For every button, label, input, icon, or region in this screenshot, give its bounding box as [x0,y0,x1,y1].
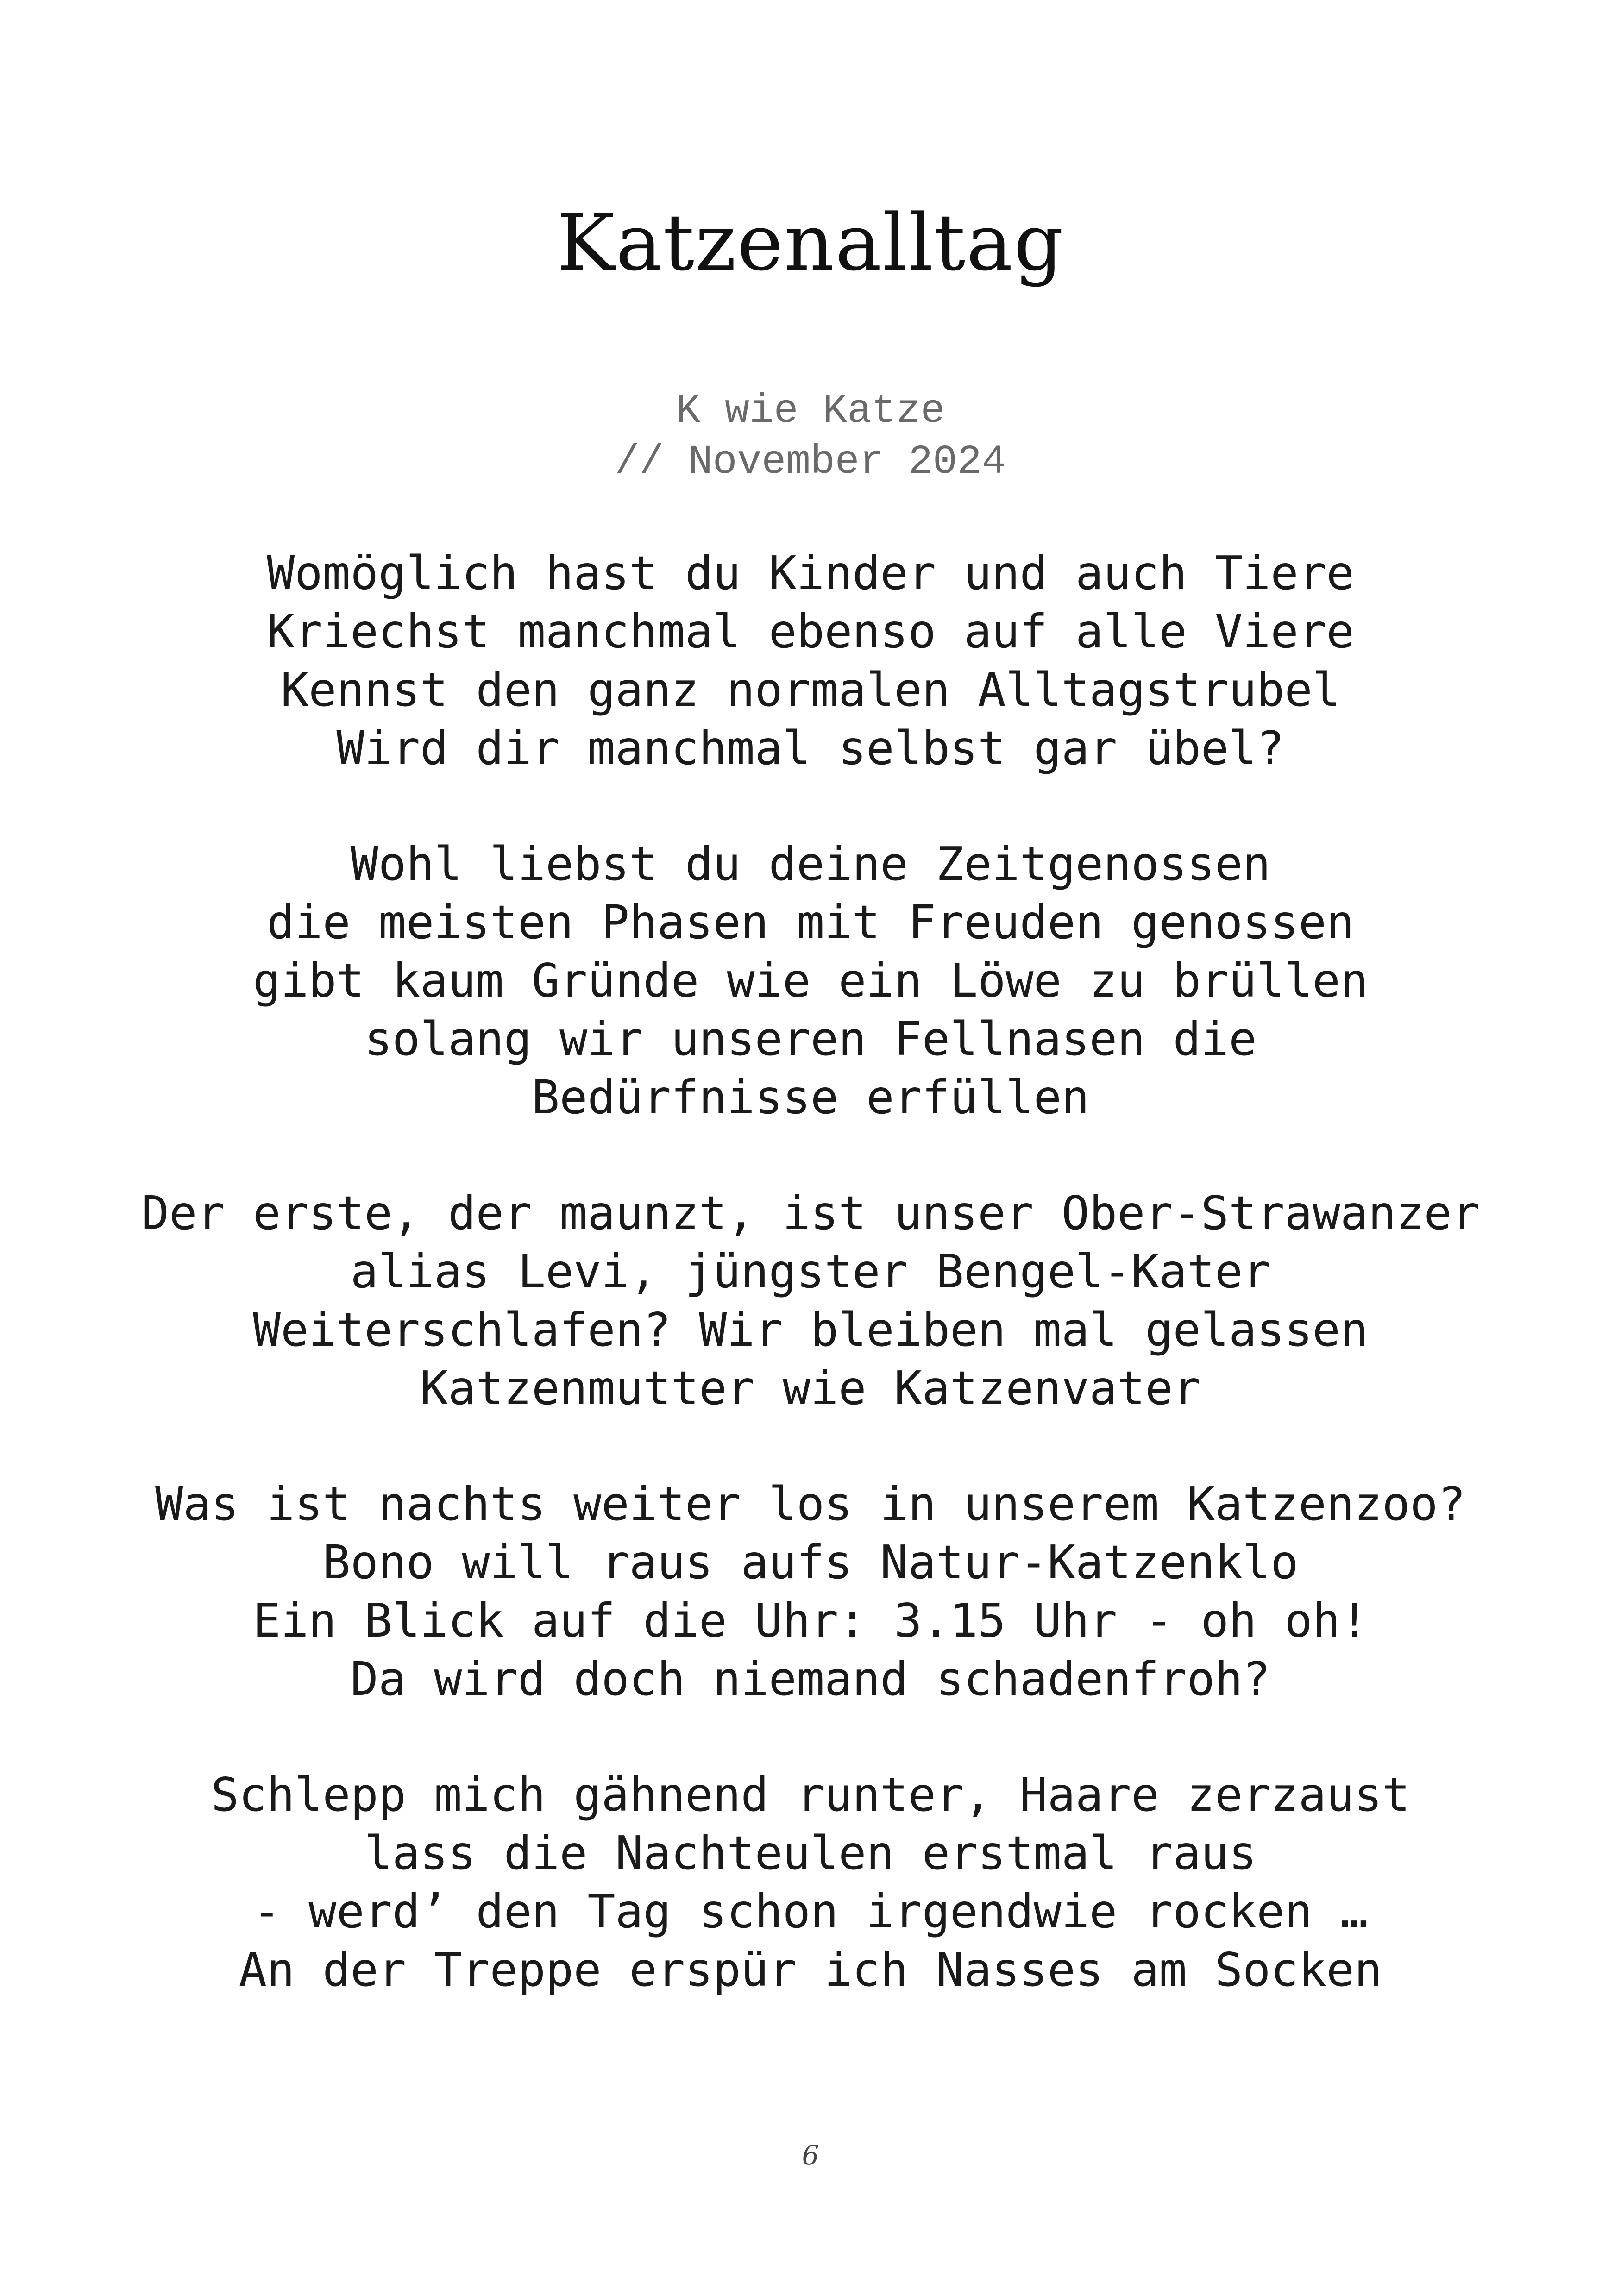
poem-line: gibt kaum Gründe wie ein Löwe zu brüllen [252,954,1369,1008]
poem-line: Was ist nachts weiter los in unserem Katzenzoo? [155,1477,1466,1531]
poem-line: lass die Nachteulen erstmal raus [364,1826,1257,1880]
stanza [0,1475,1621,1708]
stanza [0,544,1621,778]
stanza [0,835,1621,1127]
poem-line: Bedürfnisse erfüllen [531,1070,1090,1124]
page-number: 6 [802,2139,819,2171]
page-title: Katzenalltag [556,197,1065,288]
poem-line: Womöglich hast du Kinder und auch Tiere [267,546,1354,600]
poem-line: Weiterschlafen? Wir bleiben mal gelassen [252,1303,1369,1357]
poem-line: Wohl liebst du deine Zeitgenossen [350,837,1271,891]
poem-line: Katzenmutter wie Katzenvater [420,1361,1201,1415]
poem-line: Bono will raus aufs Natur-Katzenklo [322,1535,1299,1589]
poem-body [0,544,1621,2057]
poem-line: Schlepp mich gähnend runter, Haare zerzaust [211,1768,1410,1822]
subtitle-date: // November 2024 [615,439,1006,485]
poem-line: - werd’ den Tag schon irgendwie rocken … [252,1884,1369,1938]
poem-line: Der erste, der maunzt, ist unser Ober-Strawanzer [141,1186,1480,1240]
poem-line: alias Levi, jüngster Bengel-Kater [350,1244,1271,1299]
stanza [0,1184,1621,1418]
stanza [0,1766,1621,1999]
poem-line: Kriechst manchmal ebenso auf alle Viere [267,604,1354,659]
poem-line: Kennst den ganz normalen Alltagstrubel [281,663,1340,717]
poem-line: Da wird doch niemand schadenfroh? [350,1652,1271,1706]
poem-line: die meisten Phasen mit Freuden genossen [267,895,1354,949]
poem-line: Ein Blick auf die Uhr: 3.15 Uhr - oh oh! [252,1593,1369,1648]
poem-line: An der Treppe erspür ich Nasses am Socken [239,1943,1382,1997]
poem-line: solang wir unseren Fellnasen die [364,1012,1257,1066]
subtitle-author: K wie Katze [676,389,945,434]
poem-line: Wird dir manchmal selbst gar übel? [336,721,1285,775]
